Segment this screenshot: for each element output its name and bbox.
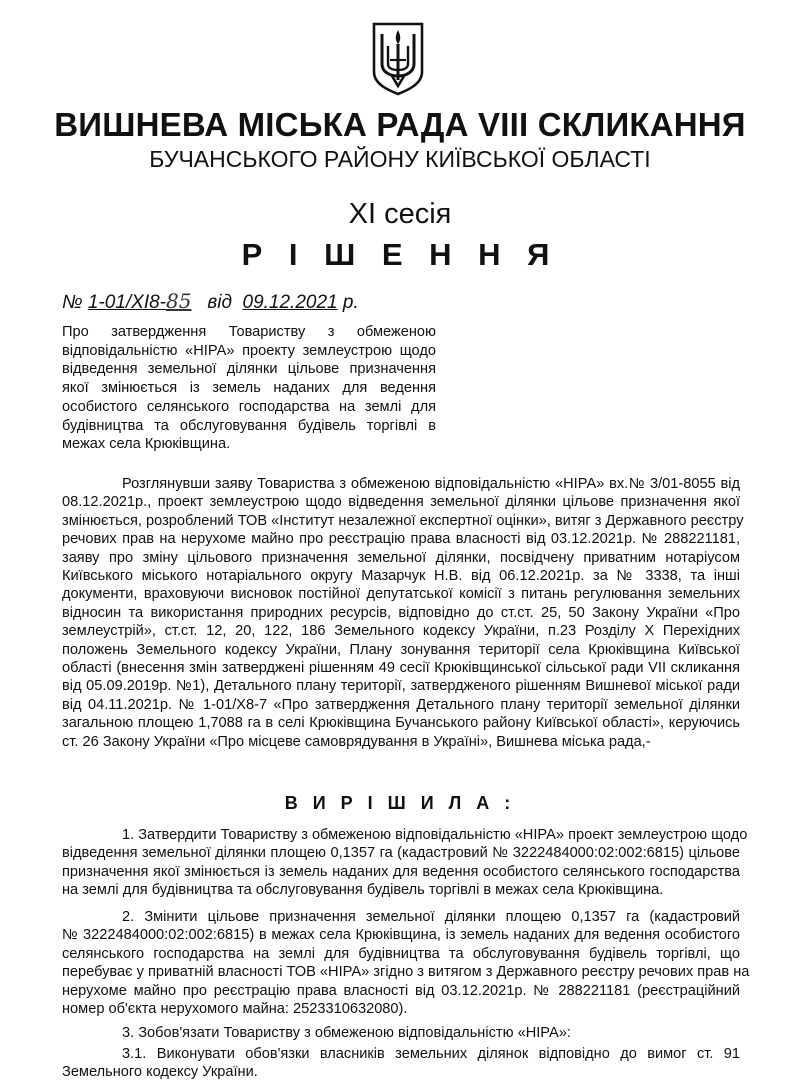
decision-date: 09.12.2021 (242, 292, 338, 313)
subject-line: відповідальністю «НІРА» проекту землеустрою щодо (62, 342, 436, 359)
item-3-1-line: Земельного кодексу України. (62, 1064, 258, 1081)
item-2 (62, 908, 750, 1018)
preamble-line: відносин та використання природних ресурсів, відповідно до ст.ст. 25, 50 Закону України «Про (62, 604, 740, 621)
preamble-line: загальною площею 1,7088 га в селі Крюківщина Бучанського району Київської області», керуючись (62, 715, 740, 732)
subject-line: межах села Крюківщина. (62, 436, 231, 453)
district-name: БУЧАНСЬКОГО РАЙОНУ КИЇВСЬКОЇ ОБЛАСТІ (149, 146, 651, 172)
preamble-line: області (внесення змін затверджені рішенням 49 сесії Крюківщинської сільської ради VII скликання (62, 660, 740, 677)
preamble (62, 475, 744, 751)
decision-number: 1-01/XI8- (87, 292, 167, 313)
item-2-line: перебуває у приватній власності ТОВ «НІРА» згідно з витягом з Державного реєстру речових прав на (62, 964, 750, 981)
item-1-line: призначення якої змінюється із земель наданих для ведення особистого селянського господарства (62, 863, 740, 880)
preamble-line: від 04.11.2021р. № 1-01/X8-7 «Про затвердження Детального плану території земельної ділянки (62, 696, 740, 713)
trident-emblem-icon (370, 20, 426, 96)
item-1-line: відведення земельної ділянки площею 0,1357 га (кадастровий № 3222484000:02:002:6815) цільове (62, 845, 740, 862)
preamble-line: заяву про зміну цільового призначення земельної ділянки, посвідчену приватним нотаріусом (62, 549, 740, 566)
from-label: від (207, 292, 232, 313)
item-2-line: нерухоме майно про реєстрацію права власності від 03.12.2021р. № 288221181 (реєстраційний (62, 982, 740, 999)
document-type: Р І Ш Е Н Н Я (241, 237, 559, 272)
date-suffix: р. (342, 292, 359, 313)
subject-line: якої змінюється із земель наданих для ведення (62, 380, 436, 397)
item-2-line: 2. Змінити цільове призначення земельної ділянки площею 0,1357 га (кадастровий (122, 909, 740, 925)
handwritten-number: 85 (166, 289, 192, 313)
decision-number-line (62, 289, 359, 314)
preamble-line: Київського міського нотаріального округу Мазарчук Н.В. від 06.12.2021р. за № 3338, та інші (62, 568, 740, 585)
number-prefix: № (62, 292, 83, 313)
preamble-line: речових прав на нерухоме майно про реєстрацію права власності від 03.12.2021р. № 288221181, (62, 531, 740, 548)
preamble-line: ст. 26 Закону України «Про місцеве самоврядування в Україні», Вишнева міська рада,- (62, 733, 651, 750)
preamble-line: положень Земельного кодексу України, Плану зонування території села Крюківщина Київської (62, 641, 740, 658)
item-2-line: номер об'єкта нерухомого майна: 2523310632080). (62, 1001, 408, 1018)
decided-heading: В И Р І Ш И Л А : (284, 793, 516, 813)
subject-line: особистого селянського господарства на землі для (62, 398, 436, 415)
preamble-line: змінюється, розроблений ТОВ «Інститут незалежної експертної оцінки», витяг з Державного реєстру (62, 512, 744, 529)
item-2-line: № 3222484000:02:002:6815) в межах села Крюківщина, із земель наданих для ведення особистого (62, 927, 740, 944)
decision-subject (62, 323, 436, 454)
item-3 (62, 1024, 740, 1042)
preamble-line: Розглянувши заяву Товариства з обмеженою відповідальністю «НІРА» вх.№ 3/01-8055 від (122, 476, 740, 492)
subject-line: Про затвердження Товариству з обмеженою (62, 324, 436, 340)
subject-line: відведення земельної ділянки цільове призначення (62, 361, 436, 378)
item-3-1 (62, 1045, 740, 1082)
preamble-line: документи, враховуючи висновок постійної депутатської комісії з питань регулювання земельних (62, 586, 740, 603)
session-title: XI сесія (348, 198, 452, 230)
item-2-line: селянського господарства на землі для будівництва та обслуговування будівель торгівлі, що (62, 945, 740, 962)
item-1-line: 1. Затвердити Товариству з обмеженою відповідальністю «НІРА» проект землеустрою щодо (122, 827, 748, 843)
preamble-line: 08.12.2021р., проект землеустрою щодо відведення земельної ділянки цільове призначення якої (62, 494, 740, 511)
item-1-line: на землі для будівництва та обслуговування будівель торгівлі в межах села Крюківщина. (62, 882, 664, 899)
item-3-1-line: 3.1. Виконувати обов'язки власників земельних ділянок відповідно до вимог ст. 91 (122, 1046, 740, 1062)
item-3-line: 3. Зобов'язати Товариству з обмеженою відповідальністю «НІРА»: (122, 1025, 571, 1041)
preamble-line: від 05.09.2019р. №1), Детального плану території, затвердженого рішенням Вишневої міської ради (62, 678, 740, 695)
preamble-line: землеустрій», ст.ст. 12, 20, 122, 186 Земельного кодексу України, п.23 Розділу Х Перехідних (62, 623, 740, 640)
council-name: ВИШНЕВА МІСЬКА РАДА VIII СКЛИКАННЯ (54, 106, 746, 143)
subject-line: будівництва та обслуговування будівель торгівлі в (62, 417, 436, 434)
item-1 (62, 826, 748, 900)
